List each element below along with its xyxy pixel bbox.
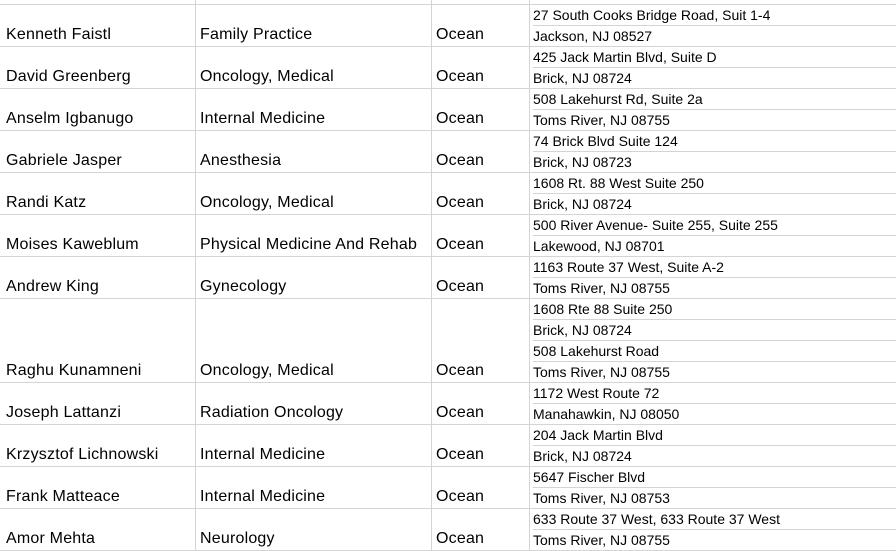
name-cell[interactable] [0,47,196,89]
county: Ocean [436,110,485,127]
specialty: Neurology [200,530,275,547]
name-cell[interactable] [0,467,196,509]
name-cell[interactable] [0,509,196,551]
provider-name: Frank Matteace [6,488,120,505]
specialty: Oncology, Medical [200,194,334,211]
address-line: 508 Lakehurst Road [533,341,896,362]
county: Ocean [436,362,485,379]
address-cell[interactable] [530,467,896,509]
name-cell[interactable] [0,425,196,467]
specialty-cell[interactable] [196,5,432,47]
name-cell[interactable] [0,131,196,173]
county-cell[interactable] [432,47,530,89]
name-cell[interactable] [0,383,196,425]
county-cell[interactable] [432,257,530,299]
county: Ocean [436,236,485,253]
table-row [0,467,896,509]
provider-name: Raghu Kunamneni [6,362,142,379]
address-line: Brick, NJ 08724 [533,320,896,341]
specialty-cell[interactable] [196,131,432,173]
address-line: 1608 Rt. 88 West Suite 250 [533,173,896,194]
specialty: Internal Medicine [200,488,326,505]
table-row [0,257,896,299]
county-cell[interactable] [432,173,530,215]
address-line: Toms River, NJ 08755 [533,280,670,296]
provider-name: David Greenberg [6,68,131,85]
address-cell[interactable] [530,215,896,257]
county-cell[interactable] [432,299,530,383]
provider-name: Andrew King [6,278,99,295]
specialty-cell[interactable] [196,425,432,467]
provider-name: Joseph Lattanzi [6,404,122,421]
table-row [0,5,896,47]
county-cell[interactable] [432,89,530,131]
county-cell[interactable] [432,425,530,467]
address-line: 1608 Rte 88 Suite 250 [533,299,896,320]
address-line: 500 River Avenue- Suite 255, Suite 255 [533,215,896,236]
address-line: 508 Lakehurst Rd, Suite 2a [533,89,896,110]
provider-name: Gabriele Jasper [6,152,122,169]
name-cell[interactable] [0,215,196,257]
specialty-cell[interactable] [196,89,432,131]
table-row [0,89,896,131]
provider-name: Amor Mehta [6,530,96,547]
address-line: Brick, NJ 08724 [533,196,632,212]
address-line: 74 Brick Blvd Suite 124 [533,131,896,152]
address-line: Lakewood, NJ 08701 [533,238,665,254]
specialty: Oncology, Medical [200,362,334,379]
name-cell[interactable] [0,5,196,47]
table-row [0,299,896,383]
specialty-cell[interactable] [196,47,432,89]
specialty: Internal Medicine [200,446,326,463]
specialty-cell[interactable] [196,467,432,509]
county-cell[interactable] [432,131,530,173]
name-cell[interactable] [0,173,196,215]
address-line: Brick, NJ 08723 [533,154,632,170]
address-cell[interactable] [530,383,896,425]
table-row [0,425,896,467]
county-cell[interactable] [432,467,530,509]
address-cell[interactable] [530,47,896,89]
address-cell[interactable] [530,509,896,551]
county: Ocean [436,488,485,505]
address-line: Brick, NJ 08724 [533,448,632,464]
address-line: Toms River, NJ 08753 [533,490,670,506]
specialty: Oncology, Medical [200,68,334,85]
county-cell[interactable] [432,5,530,47]
table-row [0,131,896,173]
address-cell[interactable] [530,173,896,215]
address-line: Toms River, NJ 08755 [533,532,670,548]
specialty: Family Practice [200,26,313,43]
address-line: 5647 Fischer Blvd [533,467,896,488]
table-row [0,215,896,257]
county: Ocean [436,194,485,211]
specialty-cell[interactable] [196,383,432,425]
provider-name: Anselm Igbanugo [6,110,134,127]
address-cell[interactable] [530,89,896,131]
table-row [0,173,896,215]
county: Ocean [436,404,485,421]
provider-name: Moises Kaweblum [6,236,139,253]
specialty-cell[interactable] [196,299,432,383]
specialty-cell[interactable] [196,215,432,257]
address-line: Brick, NJ 08724 [533,70,632,86]
address-line: Jackson, NJ 08527 [533,28,653,44]
address-cell[interactable] [530,5,896,47]
specialty-cell[interactable] [196,257,432,299]
provider-name: Randi Katz [6,194,87,211]
specialty: Anesthesia [200,152,282,169]
address-cell[interactable] [530,425,896,467]
name-cell[interactable] [0,257,196,299]
provider-name: Krzysztof Lichnowski [6,446,159,463]
name-cell[interactable] [0,299,196,383]
specialty: Gynecology [200,278,287,295]
address-cell[interactable] [530,299,896,383]
name-cell[interactable] [0,89,196,131]
county-cell[interactable] [432,383,530,425]
county-cell[interactable] [432,215,530,257]
specialty: Internal Medicine [200,110,326,127]
specialty: Radiation Oncology [200,404,344,421]
county: Ocean [436,152,485,169]
specialty-cell[interactable] [196,509,432,551]
address-line: 425 Jack Martin Blvd, Suite D [533,47,896,68]
address-line: Manahawkin, NJ 08050 [533,406,680,422]
table-row [0,47,896,89]
county: Ocean [436,26,485,43]
address-cell[interactable] [530,257,896,299]
county: Ocean [436,278,485,295]
address-line: 204 Jack Martin Blvd [533,425,896,446]
address-line: 27 South Cooks Bridge Road, Suit 1-4 [533,5,896,26]
table-row [0,509,896,551]
address-line: 633 Route 37 West, 633 Route 37 West [533,509,896,530]
specialty-cell[interactable] [196,173,432,215]
specialty: Physical Medicine And Rehab [200,236,418,253]
address-line: 1172 West Route 72 [533,383,896,404]
address-line: Toms River, NJ 08755 [533,364,670,380]
address-cell[interactable] [530,131,896,173]
county: Ocean [436,68,485,85]
county: Ocean [436,530,485,547]
provider-name: Kenneth Faistl [6,26,112,43]
county: Ocean [436,446,485,463]
table-row [0,383,896,425]
address-line: Toms River, NJ 08755 [533,112,670,128]
address-line: 1163 Route 37 West, Suite A-2 [533,257,896,278]
county-cell[interactable] [432,509,530,551]
